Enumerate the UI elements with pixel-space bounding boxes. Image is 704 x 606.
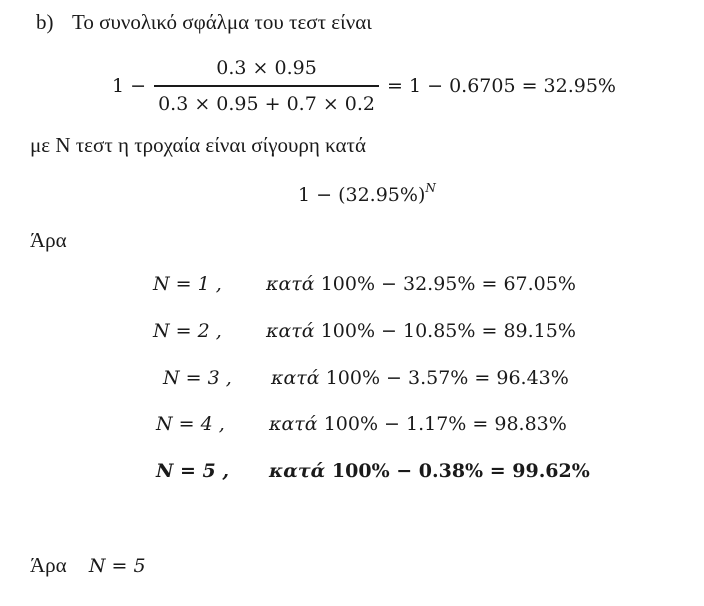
- expression-base: 1 − (32.95%): [298, 184, 426, 206]
- case-calc: 100% − 1.17% = 98.83%: [323, 413, 567, 435]
- case-kata: κατά: [269, 460, 326, 482]
- total-error-formula: [112, 50, 616, 122]
- conclusion-value: N = 5: [88, 555, 146, 577]
- fraction-denominator: 0.3 × 0.95 + 0.7 × 0.2: [158, 92, 376, 115]
- conclusion-label: Άρα: [30, 553, 67, 577]
- formula-result: = 1 − 0.6705 = 32.95%: [387, 75, 616, 97]
- part-b-text: Το συνολικό σφάλμα του τεστ είναι: [72, 10, 372, 34]
- n-tests-sentence: με Ν τεστ η τροχαία είναι σίγουρη κατά: [30, 133, 366, 157]
- case-kata: κατά: [269, 413, 318, 435]
- conclusion-line: [30, 553, 146, 578]
- case-calc: 100% − 3.57% = 96.43%: [325, 367, 569, 389]
- case-calc: 100% − 32.95% = 67.05%: [320, 273, 576, 295]
- part-b-label: b): [36, 10, 54, 34]
- case-n: N = 5 ,: [156, 460, 229, 482]
- case-n: N = 1 ,: [153, 273, 222, 295]
- confidence-expression: [298, 181, 436, 206]
- case-row-1: [153, 273, 576, 295]
- case-calc: 100% − 10.85% = 89.15%: [320, 320, 576, 342]
- case-row-5: [156, 460, 590, 482]
- case-calc: 100% − 0.38% = 99.62%: [331, 460, 590, 482]
- case-n: N = 2 ,: [153, 320, 222, 342]
- case-kata: κατά: [271, 367, 320, 389]
- case-n: N = 3 ,: [163, 367, 232, 389]
- case-n: N = 4 ,: [156, 413, 225, 435]
- case-kata: κατά: [266, 273, 315, 295]
- case-row-2: [153, 320, 576, 342]
- case-row-4: [156, 413, 567, 435]
- case-row-3: [163, 367, 569, 389]
- expression-exponent: N: [425, 181, 436, 195]
- formula-lead: 1 −: [112, 75, 147, 97]
- part-b-line: [36, 10, 372, 35]
- fraction: [154, 57, 379, 114]
- fraction-numerator: 0.3 × 0.95: [216, 57, 317, 80]
- case-kata: κατά: [266, 320, 315, 342]
- ara-label: Άρα: [30, 228, 67, 252]
